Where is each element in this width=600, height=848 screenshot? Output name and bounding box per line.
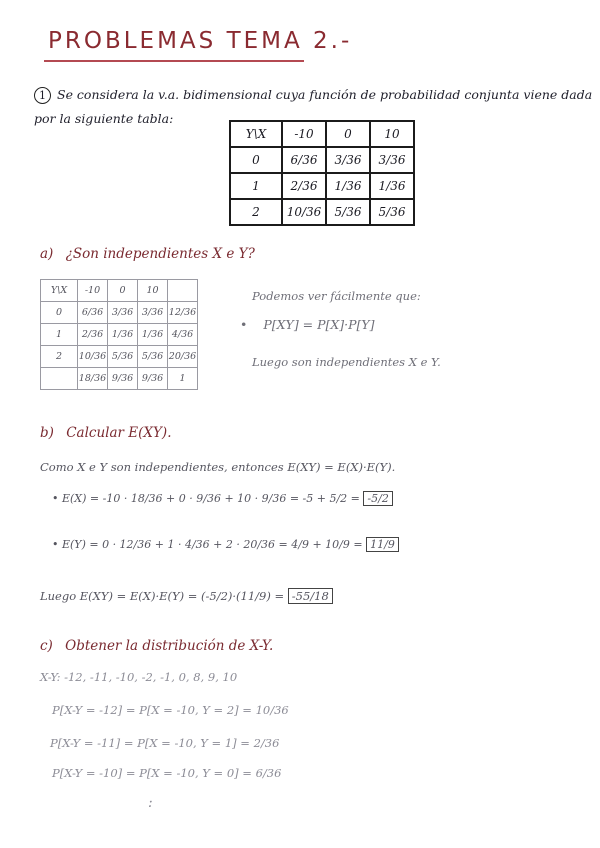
part-b-line1: Como X e Y son independientes, entonces E(XY) = E(X)·E(Y). [40, 460, 396, 474]
table-row-y: 1 [230, 173, 282, 199]
table-cell: 2/36 [282, 173, 326, 199]
part-b-heading: b) Calcular E(XY). [40, 425, 172, 441]
table-row-y: 2 [230, 199, 282, 225]
part-a-answer-line2: Luego son independientes X e Y. [252, 355, 441, 369]
title-underline [44, 60, 304, 62]
table-header-x: -10 [282, 121, 326, 147]
marginal-table: Y\X -10 0 10 0 6/36 3/36 3/36 12/36 1 2/36 1/36 1/36 4/36 2 10/36 5/36 5/36 20/36 18/36 9/36 9/36 1 [40, 279, 198, 390]
part-c-continuation-dots: : [148, 795, 153, 811]
table-cell: 3/36 [326, 147, 370, 173]
part-a-heading: a) ¿Son independientes X e Y? [40, 246, 255, 262]
exy-result-box: -55/18 [288, 588, 333, 604]
joint-probability-table [229, 120, 415, 226]
part-a-answer-formula: • P[XY] = P[X]·P[Y] [240, 317, 375, 332]
ey-result-box: 11/9 [366, 537, 399, 552]
table-cell: 3/36 [370, 147, 414, 173]
part-c-heading: c) Obtener la distribución de X-Y. [40, 638, 274, 654]
part-c-line1: P[X-Y = -12] = P[X = -10, Y = 2] = 10/36 [52, 703, 289, 717]
part-a-answer-line1: Podemos ver fácilmente que: [252, 289, 421, 303]
table-corner: Y\X [230, 121, 282, 147]
problem-statement-line1: 1 Se considera la v.a. bidimensional cuya función de probabilidad conjunta viene dada [34, 87, 592, 104]
table-row-y: 0 [230, 147, 282, 173]
part-b-exy-line: Luego E(XY) = E(X)·E(Y) = (-5/2)·(11/9) = -55/18 [40, 589, 333, 603]
table-cell: 1/36 [370, 173, 414, 199]
table-header-x: 10 [370, 121, 414, 147]
part-b-ey-line: • E(Y) = 0 · 12/36 + 1 · 4/36 + 2 · 20/36 = 4/9 + 10/9 = 11/9 [52, 538, 399, 551]
table-header-x: 0 [326, 121, 370, 147]
problem-statement-line2: por la siguiente tabla: [34, 111, 174, 126]
page-title: PROBLEMAS TEMA 2.- [48, 28, 353, 54]
problem-number: 1 [34, 87, 51, 104]
table-cell: 10/36 [282, 199, 326, 225]
ex-result-box: -5/2 [363, 491, 392, 506]
table-cell: 5/36 [326, 199, 370, 225]
table-cell: 5/36 [370, 199, 414, 225]
part-b-ex-line: • E(X) = -10 · 18/36 + 0 · 9/36 + 10 · 9/36 = -5 + 5/2 = -5/2 [52, 492, 393, 505]
part-c-support: X-Y: -12, -11, -10, -2, -1, 0, 8, 9, 10 [40, 670, 238, 684]
table-cell: 6/36 [282, 147, 326, 173]
table-cell: 1/36 [326, 173, 370, 199]
part-c-line3: P[X-Y = -10] = P[X = -10, Y = 0] = 6/36 [52, 766, 282, 780]
part-c-line2: P[X-Y = -11] = P[X = -10, Y = 1] = 2/36 [50, 736, 280, 750]
